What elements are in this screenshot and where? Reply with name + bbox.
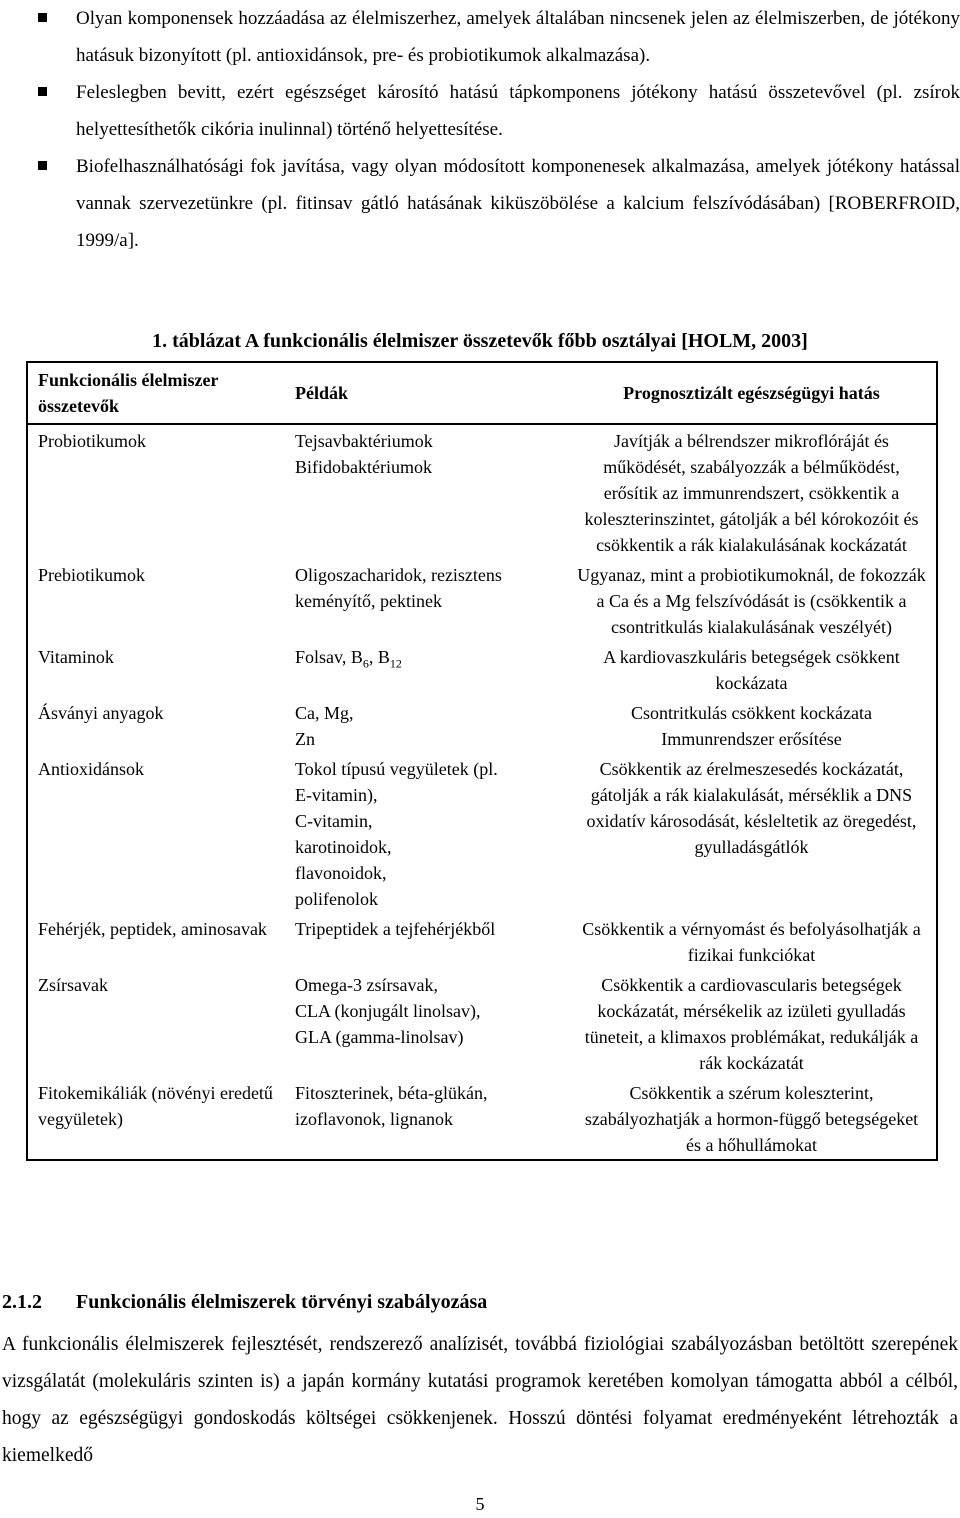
example-line: Oligoszacharidok, rezisztens keményítő, pektinek: [295, 565, 502, 611]
bullet-item: [36, 74, 960, 148]
component-cell: Zsírsavak: [38, 975, 108, 995]
example-line: E-vitamin),: [295, 785, 378, 805]
table-row: [27, 424, 937, 559]
table-row: [27, 1077, 937, 1160]
examples-cell: [285, 753, 567, 913]
square-bullet-icon: [38, 13, 47, 22]
example-line: C-vitamin,: [295, 811, 373, 831]
example-line: karotinoidok,: [295, 837, 392, 857]
examples-cell: [285, 559, 567, 641]
example-line: polifenolok: [295, 889, 378, 909]
examples-cell: [285, 913, 567, 969]
component-cell: Vitaminok: [38, 647, 114, 667]
component-cell: Fehérjék, peptidek, aminosavak: [38, 919, 267, 939]
example-line: Tokol típusú vegyületek (pl.: [295, 759, 498, 779]
section-title: Funkcionális élelmiszerek törvényi szabályozása: [76, 1291, 488, 1313]
effect-cell: Csökkentik a vérnyomást és befolyásolhatják a fizikai funkciókat: [582, 919, 921, 965]
component-cell: Prebiotikumok: [38, 565, 145, 585]
bullet-item: [36, 148, 960, 259]
component-cell: Probiotikumok: [38, 431, 147, 451]
effect-cell: A kardiovaszkuláris betegségek csökkent kockázata: [603, 647, 900, 693]
example-line: Tejsavbaktériumok: [295, 431, 433, 451]
header-examples: Példák: [295, 383, 349, 403]
example-line: Bifidobaktériumok: [295, 457, 432, 477]
table-row: [27, 559, 937, 641]
example-line: izoflavonok, lignanok: [295, 1109, 453, 1129]
square-bullet-icon: [38, 87, 47, 96]
examples-cell: [285, 424, 567, 559]
examples-cell: [285, 1077, 567, 1160]
effect-cell: Csökkentik a szérum koleszterint, szabályozhatják a hormon-függő betegségeket és a hőhullámokat: [584, 1083, 919, 1155]
header-effect: Prognosztizált egészségügyi hatás: [623, 383, 880, 403]
bullet-text: Biofelhasználhatósági fok javítása, vagy olyan módosított komponenesek alkalmazása, amelyek jótékony hatással vannak szervezetünkre (pl. fitinsav gátló hatásának kiküszöbölése a kalcium felszívódásában) [ROBERFROID, 1999/a].: [76, 156, 960, 251]
section-number: 2.1.2: [2, 1291, 42, 1313]
component-cell: Fitokemikáliák (növényi eredetű vegyületek): [38, 1083, 273, 1129]
bullet-list: [36, 0, 960, 259]
page-number: 5: [475, 1494, 485, 1514]
example-line: Fitoszterinek, béta-glükán,: [295, 1083, 488, 1103]
examples-cell: [285, 641, 567, 697]
effect-line: Immunrendszer erősítése: [661, 729, 842, 749]
vitamin-examples: Folsav, $B_6$, $B_{12}$: [295, 647, 402, 671]
table-row: [27, 753, 937, 913]
effect-cell: Javítják a bélrendszer mikroflóráját és működését, szabályozzák a bélműködést, erősítik az immunrendszert, csökkentik a koleszterinszintet, gátolják a bél kórokozóit és csökkentik a rák kialakulásának kockázatát: [584, 431, 919, 555]
table-caption: 1. táblázat A funkcionális élelmiszer összetevők főbb osztályai [HOLM, 2003]: [152, 330, 808, 352]
bullet-text: Olyan komponensek hozzáadása az élelmiszerhez, amelyek általában nincsenek jelen az élelmiszerben, de jótékony hatásuk bizonyított (pl. antioxidánsok, pre- és probiotikumok alkalmazása).: [76, 8, 960, 66]
examples-cell: [285, 969, 567, 1077]
example-line: Omega-3 zsírsavak,: [295, 975, 438, 995]
functional-food-table: [26, 361, 938, 1161]
table-row: [27, 641, 937, 697]
examples-cell: [285, 697, 567, 753]
example-line: CLA (konjugált linolsav),: [295, 1001, 481, 1021]
effect-cell: Ugyanaz, mint a probiotikumoknál, de fokozzák a Ca és a Mg felszívódását is (csökkentik a csontritkulás kialakulásának veszélyét): [577, 565, 926, 637]
component-cell: Antioxidánsok: [38, 759, 144, 779]
bullet-text: Feleslegben bevitt, ezért egészséget károsító hatású tápkomponens jótékony hatású összetevővel (pl. zsírok helyettesíthetők cikória inulinnal) történő helyettesítése.: [76, 82, 960, 140]
square-bullet-icon: [38, 161, 47, 170]
body-paragraph: A funkcionális élelmiszerek fejlesztését, rendszerező analízisét, továbbá fiziológiai szabályozásban betöltött szerepének vizsgálatát (molekuláris szinten is) a japán kormány kutatási programok keretében komolyan támogatta abból a célból, hogy az egészségügyi gondoskodás költségei csökkenjenek. Hosszú döntési folyamat eredményeként létrehozták a kiemelkedő: [2, 1334, 958, 1466]
section-heading: [2, 1287, 487, 1317]
effect-cell: [567, 697, 937, 753]
table-header-row: [27, 362, 937, 424]
table-row: [27, 969, 937, 1077]
example-line: Zn: [295, 729, 315, 749]
bullet-item: [36, 0, 960, 74]
table-row: [27, 697, 937, 753]
example-line: Ca, Mg,: [295, 703, 354, 723]
effect-line: Csontritkulás csökkent kockázata: [631, 703, 872, 723]
example-line: Tripeptidek a tejfehérjékből: [295, 919, 496, 939]
effect-cell: Csökkentik a cardiovascularis betegségek kockázatát, mérsékelik az izületi gyulladás tüneteit, a klimaxos problémákat, redukálják a rák kockázatát: [584, 975, 919, 1073]
effect-cell: Csökkentik az érelmeszesedés kockázatát, gátolják a rák kialakulását, mérséklik a DNS oxidatív károsodását, késleltetik az öregedést, gyulladásgátlók: [586, 759, 917, 857]
header-component: Funkcionális élelmiszer összetevők: [38, 370, 219, 416]
example-line: GLA (gamma-linolsav): [295, 1027, 464, 1047]
table-row: [27, 913, 937, 969]
component-cell: Ásványi anyagok: [38, 703, 164, 723]
example-line: flavonoidok,: [295, 863, 387, 883]
